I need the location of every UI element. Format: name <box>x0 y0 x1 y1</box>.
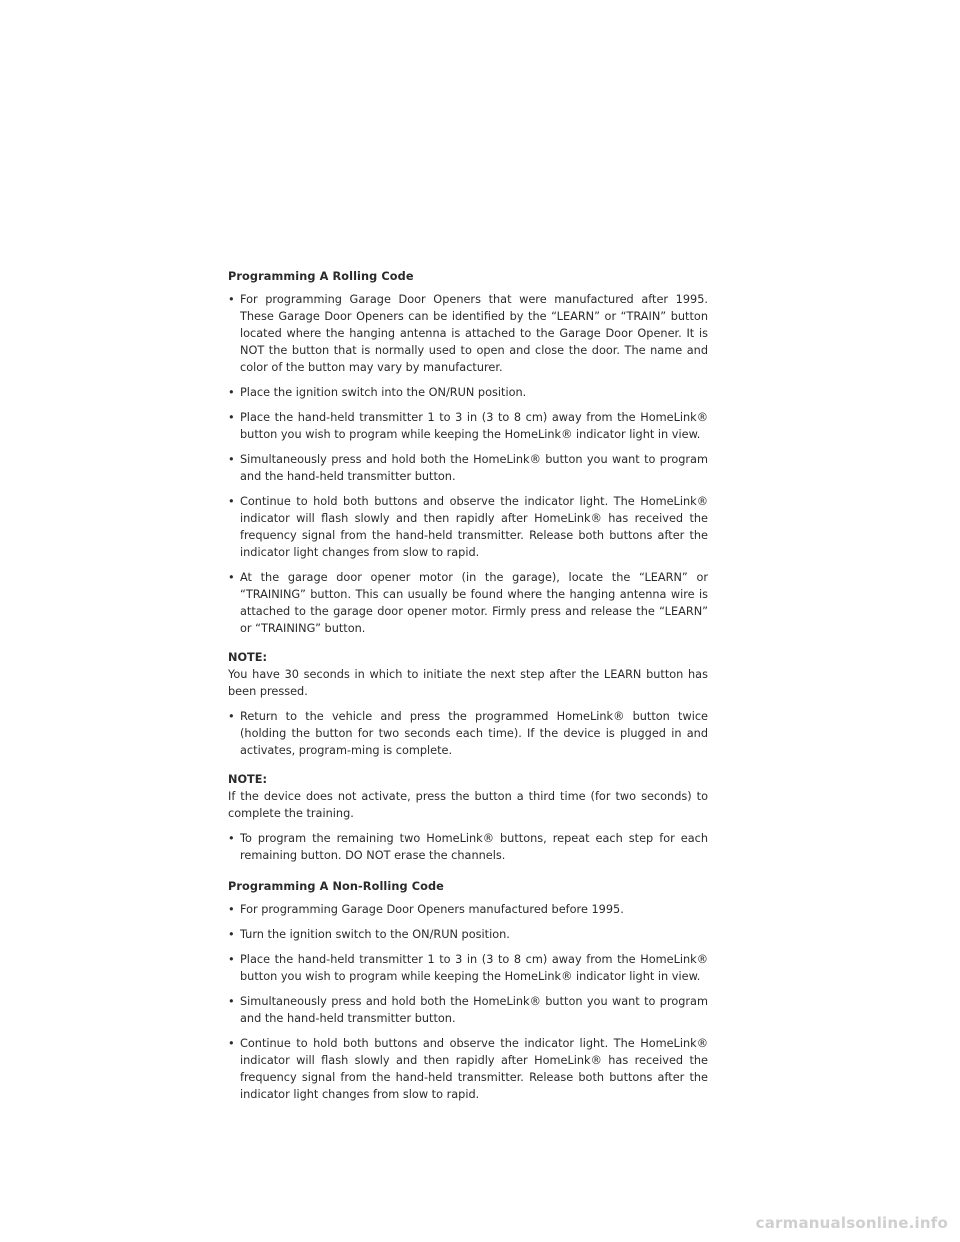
list-item: • For programming Garage Door Openers manufactured before 1995. <box>228 901 708 918</box>
page-content <box>228 268 708 1111</box>
list-item: • Place the hand-held transmitter 1 to 3 in (3 to 8 cm) away from the HomeLink® button you wish to program while keeping the HomeLink® indicator light in view. <box>228 409 708 443</box>
list-item: • At the garage door opener motor (in the garage), locate the “LEARN” or “TRAINING” button. This can usually be found where the hanging antenna wire is attached to the garage door opener motor. Firmly press and release the “LEARN” or “TRAINING” button. <box>228 569 708 637</box>
list-item: • Place the ignition switch into the ON/RUN position. <box>228 384 708 401</box>
rolling-code-steps-final <box>228 830 708 864</box>
list-item: • For programming Garage Door Openers that were manufactured after 1995. These Garage Door Openers can be identified by the “LEARN” or “TRAIN” button located where the hanging antenna is attached to the Garage Door Opener. It is NOT the button that is normally used to open and close the door. The name and color of the button may vary by manufacturer. <box>228 291 708 376</box>
list-item: • Simultaneously press and hold both the HomeLink® button you want to program and the hand-held transmitter button. <box>228 451 708 485</box>
section-heading-non-rolling-code: Programming A Non-Rolling Code <box>228 880 444 893</box>
note-text: You have 30 seconds in which to initiate the next step after the LEARN button has been pressed. <box>228 668 708 698</box>
list-item: • Continue to hold both buttons and observe the indicator light. The HomeLink® indicator will flash slowly and then rapidly after HomeLink® has received the frequency signal from the hand-held transmitter. Release both buttons after the indicator light changes from slow to rapid. <box>228 493 708 561</box>
list-item: • Continue to hold both buttons and observe the indicator light. The HomeLink® indicator will flash slowly and then rapidly after HomeLink® has received the frequency signal from the hand-held transmitter. Release both buttons after the indicator light changes from slow to rapid. <box>228 1035 708 1103</box>
list-item: • Simultaneously press and hold both the HomeLink® button you want to program and the hand-held transmitter button. <box>228 993 708 1027</box>
rolling-code-steps-continued <box>228 708 708 759</box>
section-heading-rolling-code: Programming A Rolling Code <box>228 270 414 283</box>
list-item: • To program the remaining two HomeLink® buttons, repeat each step for each remaining button. DO NOT erase the channels. <box>228 830 708 864</box>
note-text: If the device does not activate, press the button a third time (for two seconds) to complete the training. <box>228 790 708 820</box>
list-item: • Return to the vehicle and press the programmed HomeLink® button twice (holding the button for two seconds each time). If the device is plugged in and activates, program-ming is complete. <box>228 708 708 759</box>
list-item: • Place the hand-held transmitter 1 to 3 in (3 to 8 cm) away from the HomeLink® button you wish to program while keeping the HomeLink® indicator light in view. <box>228 951 708 985</box>
rolling-code-steps <box>228 291 708 637</box>
note-label: NOTE: <box>228 773 267 786</box>
list-item: • Turn the ignition switch to the ON/RUN position. <box>228 926 708 943</box>
non-rolling-code-steps <box>228 901 708 1103</box>
note-label: NOTE: <box>228 651 267 664</box>
site-watermark: carmanualsonline.info <box>755 1214 948 1232</box>
